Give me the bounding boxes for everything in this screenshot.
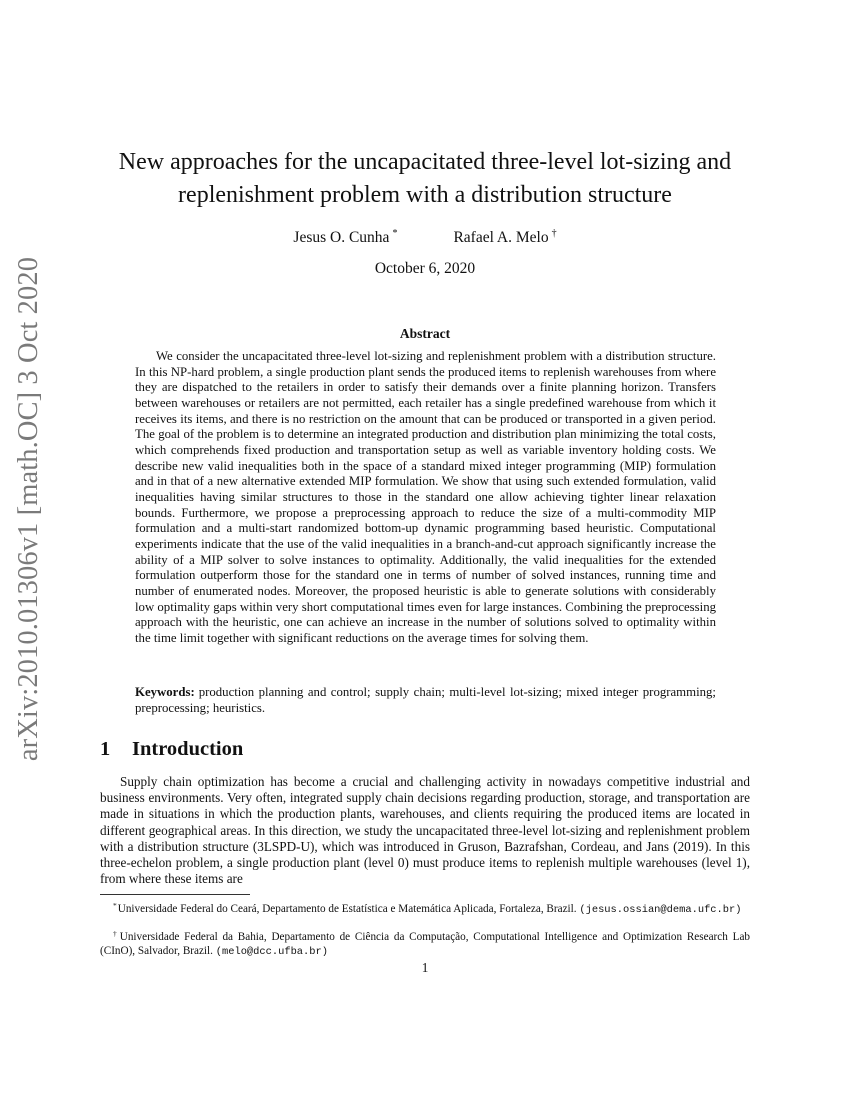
section-heading — [100, 738, 243, 761]
author-cunha — [293, 228, 397, 247]
paper-date: October 6, 2020 — [374, 260, 476, 277]
section-number: 1 — [100, 738, 111, 760]
paper-title: New approaches for the uncapacitated three-level lot-sizing and replenishment problem with a distribution structure — [118, 149, 732, 208]
footnote-rule — [100, 894, 250, 895]
intro-paragraph: Supply chain optimization has become a crucial and challenging activity in nowadays competitive industrial and business environments. Very often, integrated supply chain decisions regarding production, storage, and transportation are made in situations in which the production plants, warehouses, and clients requiring the produced items are located in different geographical areas. In this direction, we study the uncapacitated three-level lot-sizing and replenishment problem with a distribution structure (3LSPD-U), which was introduced in Gruson, Bazrafshan, Cordeau, and Jans (2019). In this three-echelon problem, a single production plant (level 0) must produce items to replenish multiple warehouses (level 1), from where these items are — [100, 774, 750, 887]
author-name: Jesus O. Cunha — [293, 229, 390, 246]
footnote-2 — [100, 927, 750, 959]
page-number: 1 — [421, 960, 429, 975]
author-footnote-mark[interactable]: * — [392, 228, 398, 239]
author-melo — [453, 228, 556, 247]
arxiv-stamp-text: arXiv:2010.01306v1 [math.OC] 3 Oct 2020 — [13, 256, 45, 761]
footnote-1 — [100, 899, 750, 918]
keywords-text: production planning and control; supply chain; multi-level lot-sizing; mixed integer programming; preprocessing; heuristics. — [135, 685, 716, 715]
footnote-mark: * — [113, 901, 117, 910]
arxiv-stamp — [4, 256, 54, 761]
keywords — [135, 685, 716, 716]
footnote-text: Universidade Federal do Ceará, Departamento de Estatística e Matemática Aplicada, Fortaleza, Brazil. — [117, 903, 577, 915]
footnote-text: Universidade Federal da Bahia, Departamento de Ciência da Computação, Computational Intelligence and Optimization Research Lab (CInO), Salvador, Brazil. — [100, 931, 750, 957]
author-footnote-mark[interactable]: † — [551, 228, 557, 239]
author-name: Rafael A. Melo — [453, 229, 549, 246]
keywords-label: Keywords: — [135, 685, 195, 699]
abstract-heading: Abstract — [399, 326, 451, 341]
abstract-text: We consider the uncapacitated three-level lot-sizing and replenishment problem with a distribution structure. In this NP-hard problem, a single production plant sends the produced items to replenish warehouses from where they are dispatched to the retailers in order to satisfy their demands over a finite planning horizon. Transfers between warehouses or retailers are not permitted, each retailer has a single predefined warehouse from which it receives its items, and there is no restriction on the amount that can be produced or transported in a given period. The goal of the problem is to determine an integrated production and distribution plan minimizing the total costs, which comprehends fixed production and transportation setup as well as variable inventory holding costs. We describe new valid inequalities both in the space of a standard mixed integer programming (MIP) formulation and in that of a new alternative extended MIP formulation. We show that using such extended formulation, valid inequalities having similar structures to those in the standard one allow achieving tighter linear relaxation bounds. Furthermore, we propose a preprocessing approach to reduce the size of a multi-commodity MIP formulation and a multi-start randomized bottom-up dynamic programming based heuristic. Computational experiments indicate that the use of the valid inequalities in a branch-and-cut approach significantly increase the ability of a MIP solver to solve instances to optimality. Additionally, the valid inequalities for the extended formulation outperform those for the standard one in terms of number of solved instances, running time and number of enumerated nodes. Moreover, the proposed heuristic is able to generate solutions with considerably low optimality gaps within very short computational times even for large instances. Combining the preprocessing approach with the heuristic, one can achieve an increase in the number of solutions solved to optimality within the time limit together with significant reductions on the average times for solving them. — [135, 349, 716, 645]
section-title: Introduction — [132, 738, 244, 760]
author-list — [100, 228, 750, 247]
footnote-email[interactable]: (jesus.ossian@dema.ufc.br) — [579, 904, 742, 916]
footnote-email[interactable]: (melo@dcc.ufba.br) — [215, 945, 328, 958]
footnote-mark: † — [113, 929, 119, 938]
